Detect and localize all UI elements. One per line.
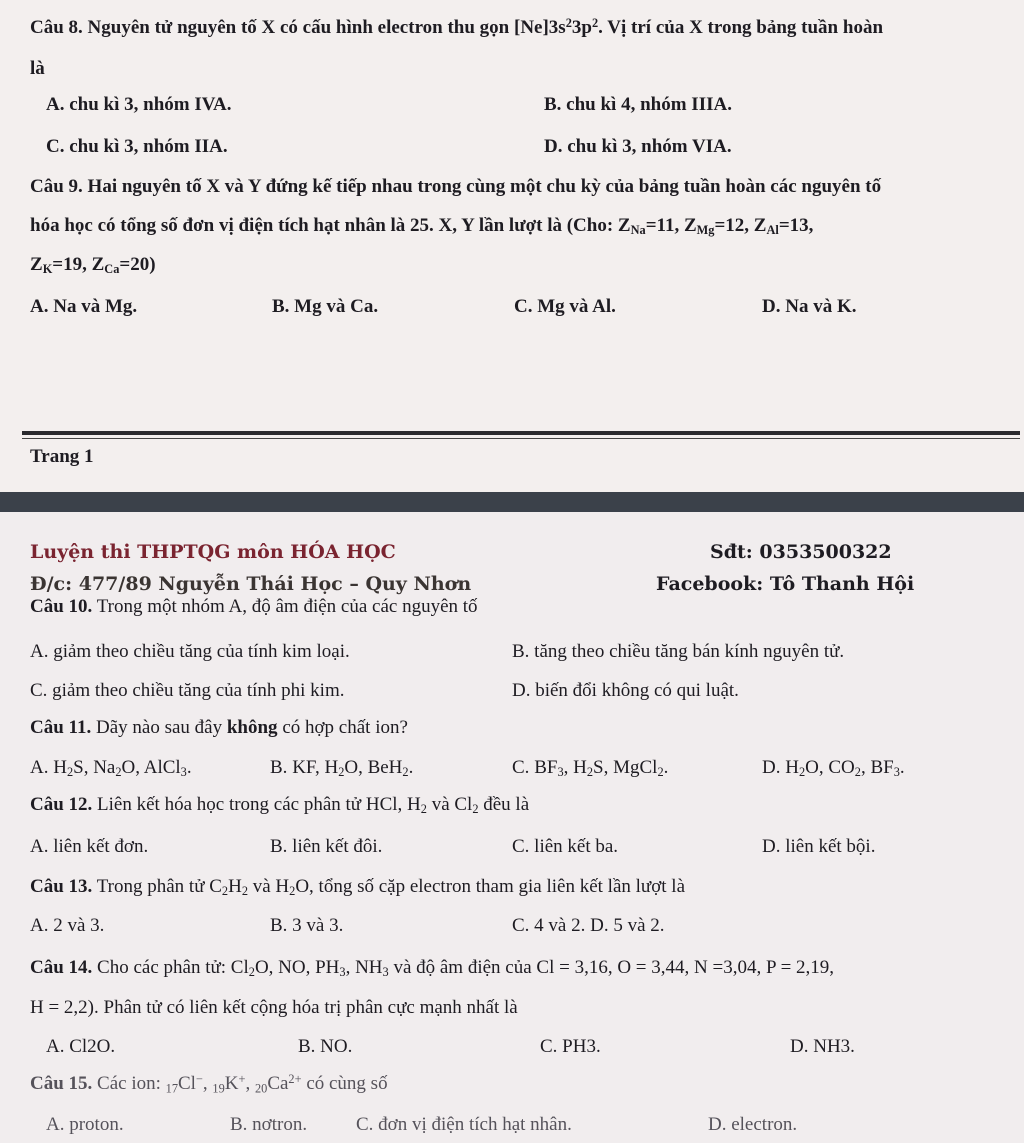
q10-label: Câu 10. (30, 596, 93, 617)
q11-text-bold: không (226, 717, 278, 738)
q11-label: Câu 11. (30, 717, 92, 738)
q11-stem (30, 717, 408, 739)
q9-line2-a: hóa học có tổng số đơn vị điện tích hạt nhân là 25. X, Y lần lượt là (Cho: Z (30, 215, 631, 236)
q13-s2: 2 (241, 884, 248, 899)
q10-stem (30, 596, 478, 618)
q14-option-b: B. NO. (298, 1036, 353, 1057)
q8-label: Câu 8. (30, 17, 83, 39)
q13-option-b: B. 3 và 3. (270, 915, 344, 936)
q8-option-a: A. chu kì 3, nhóm IVA. (46, 94, 232, 115)
q10-option-d: D. biến đổi không có qui luật. (512, 680, 739, 701)
q14-text-d: và độ âm điện của Cl = 3,16, O = 3,44, N =3,04, P = 2,19, (393, 957, 835, 978)
q12-text-a: Liên kết hóa học trong các phân tử HCl, H (97, 794, 421, 815)
q15-option-b: B. nơtron. (230, 1114, 308, 1135)
q10-option-a: A. giảm theo chiều tăng của tính kim loại. (30, 641, 350, 662)
page-number: Trang 1 (30, 446, 94, 467)
q15-ion2: K (224, 1073, 239, 1095)
q9-line3 (30, 254, 156, 277)
q15-text-b: có cùng số (306, 1073, 388, 1095)
q9-line2 (30, 215, 813, 238)
q9-k-sub: K (42, 262, 53, 277)
q9-text-line1: Hai nguyên tố X và Y đứng kế tiếp nhau trong cùng một chu kỳ của bảng tuần hoàn các nguyên tố (87, 176, 882, 197)
q15-option-c: C. đơn vị điện tích hạt nhân. (356, 1114, 572, 1135)
q9-ca-sub: Ca (104, 262, 120, 277)
q11-d-label: D. (762, 757, 786, 778)
q9-k-val: =19, Z (52, 254, 105, 275)
q15-option-a: A. proton. (46, 1114, 124, 1135)
q12-option-b: B. liên kết đôi. (270, 836, 383, 857)
q13-text-c: O, tổng số cặp electron tham gia liên kết lần lượt là (295, 876, 686, 897)
q8-option-b: B. chu kì 4, nhóm IIIA. (544, 94, 732, 115)
q8-option-d: D. chu kì 3, nhóm VIA. (544, 136, 732, 157)
q12-text-c: đều là (483, 794, 530, 815)
q11-text-a: Dãy nào sau đây (96, 717, 223, 738)
q12-option-c: C. liên kết ba. (512, 836, 619, 857)
q8-text-b: 3p (571, 17, 592, 39)
q15-text-a: Các ion: (97, 1073, 161, 1095)
header-phone: Sđt: 0353500322 (710, 541, 892, 563)
q14-text-b: O, NO, PH (254, 957, 340, 978)
q9-option-a: A. Na và Mg. (30, 296, 138, 317)
q9-option-d: D. Na và K. (762, 296, 857, 317)
q13-s1: 2 (221, 884, 229, 899)
q9-option-b: B. Mg và Ca. (272, 296, 379, 317)
q10-option-b: B. tăng theo chiều tăng bán kính nguyên tử. (512, 641, 845, 662)
q15-ion1: Cl (178, 1073, 196, 1095)
q9-na-val: =11, Z (645, 215, 697, 236)
q12-text-b: và Cl (431, 794, 473, 815)
q12-label: Câu 12. (30, 794, 93, 815)
q15-stem: Câu 15. Các ion: $_{17}$Cl−, $_{19}$K+, $_{20}Ca^{2+}$ có cùng số (30, 1072, 388, 1096)
q15-ch1: − (195, 1072, 203, 1086)
q8-text-cont: là (30, 58, 45, 79)
q11-text-b: có hợp chất ion? (282, 717, 408, 738)
q14-s3: 3 (382, 965, 389, 980)
q13-option-a: A. 2 và 3. (30, 915, 105, 936)
q9-option-c: C. Mg và Al. (514, 296, 616, 317)
q11-option-b: B. KF, $H_2O$, BeH$_2$. (270, 757, 414, 780)
header-address: Đ/c: 477/89 Nguyễn Thái Học – Quy Nhơn (30, 573, 472, 595)
q8-sup1: 2 (565, 16, 572, 30)
q9-ca-val: =20) (119, 254, 156, 275)
q8-text-c: . Vị trí của X trong bảng tuần hoàn (598, 17, 884, 39)
q13-text-a: Trong phân tử C (96, 876, 222, 897)
q15-z1: 17 (165, 1081, 178, 1096)
q15-z2: 19 (212, 1081, 225, 1096)
q14-s1: 2 (248, 965, 255, 980)
q9-label: Câu 9. (30, 176, 83, 197)
q9-na-sub: Na (630, 223, 646, 238)
q13-label: Câu 13. (30, 876, 93, 897)
q9-mg-val: =12, Z (714, 215, 767, 236)
q10-text: Trong một nhóm A, độ âm điện của các nguyên tố (96, 596, 478, 617)
q9-al-sub: Al (766, 223, 779, 238)
q15-z3: 20 (254, 1081, 268, 1096)
q12-s1: 2 (420, 802, 427, 817)
page-gap (0, 492, 1024, 512)
q12-option-d: D. liên kết bội. (762, 836, 876, 857)
q8-text-a: Nguyên tử nguyên tố X có cấu hình electron thu gọn [Ne]3s (87, 17, 566, 39)
q14-option-d: D. NH3. (790, 1036, 855, 1057)
q15-ch2: + (238, 1072, 246, 1086)
header-title: Luyện thi THPTQG môn HÓA HỌC (30, 541, 396, 563)
q15-label: Câu 15. (30, 1073, 93, 1095)
q8-sup2: 2 (591, 16, 599, 30)
q11-option-d: D. $H_2O$, $CO_2$, $BF_3$. (762, 757, 905, 780)
q10-option-c: C. giảm theo chiều tăng của tính phi kim. (30, 680, 345, 701)
q12-s2: 2 (472, 802, 479, 817)
q15-ch3: 2+ (288, 1072, 302, 1086)
q13-s3: 2 (289, 884, 296, 899)
q9-line1 (30, 176, 881, 198)
q8-line1 (30, 16, 883, 39)
q11-b-label: B. (270, 757, 293, 778)
q15-option-d: D. electron. (708, 1114, 798, 1135)
q13-mid1: H (228, 876, 242, 897)
q8-option-c: C. chu kì 3, nhóm IIA. (46, 136, 228, 157)
footer-rule-thick (22, 431, 1020, 435)
q13-option-cd: C. 4 và 2. D. 5 và 2. (512, 915, 665, 936)
q14-s2: 3 (339, 965, 346, 980)
q11-c-label: C. (512, 757, 535, 778)
q14-option-a: A. Cl2O. (46, 1036, 116, 1057)
q11-option-a: A. $H_2S$, $Na_2O$, AlCl$_3$. (30, 757, 192, 780)
q15-ion3: Ca (267, 1073, 289, 1095)
q9-z1: Z (30, 254, 43, 275)
q14-line2: H = 2,2). Phân tử có liên kết cộng hóa trị phân cực mạnh nhất là (30, 997, 518, 1018)
q13-stem (30, 876, 685, 899)
q11-option-c: C. $BF_3$, $H_2S$, MgCl$_2$. (512, 757, 669, 780)
q12-stem (30, 794, 529, 817)
q14-label: Câu 14. (30, 957, 93, 978)
header-facebook: Facebook: Tô Thanh Hội (656, 573, 915, 595)
q13-text-b: và H (252, 876, 290, 897)
q14-stem (30, 957, 834, 980)
q14-text-a: Cho các phân tử: Cl (97, 957, 249, 978)
q14-text-c: , NH (345, 957, 383, 978)
q9-al-val: =13, (778, 215, 814, 236)
q11-a-label: A. (30, 757, 54, 778)
footer-rule-thin (22, 438, 1020, 439)
q12-option-a: A. liên kết đơn. (30, 836, 149, 857)
q9-mg-sub: Mg (696, 223, 715, 238)
q14-option-c: C. PH3. (540, 1036, 601, 1057)
